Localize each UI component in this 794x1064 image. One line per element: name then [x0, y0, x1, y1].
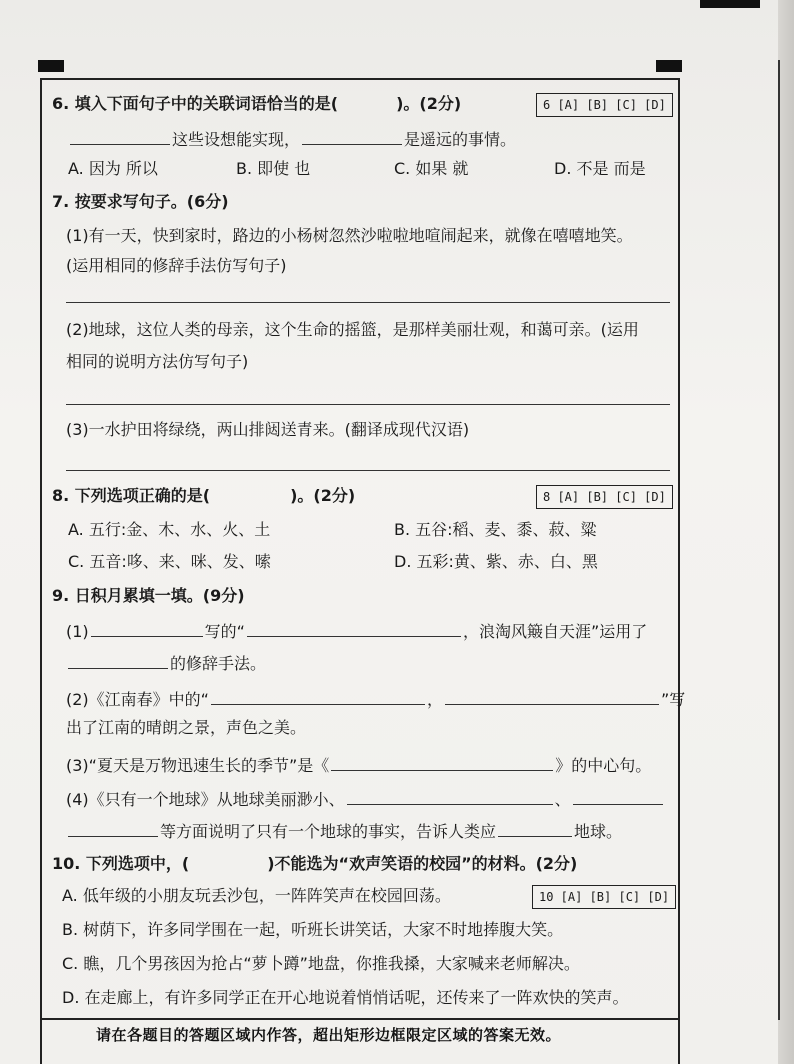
blank[interactable]: [347, 786, 553, 805]
question-8-option-b: B. 五谷:稻、麦、黍、菽、粱: [394, 520, 597, 539]
answer-line-7-2[interactable]: [66, 404, 670, 405]
question-7-2-instruction: 相同的说明方法仿写句子): [66, 352, 249, 371]
footer-notice: 请在各题目的答题区域内作答，超出矩形边框限定区域的答案无效。: [96, 1026, 562, 1044]
blank[interactable]: [302, 126, 402, 145]
blank[interactable]: [498, 818, 572, 837]
question-6-option-a: A. 因为 所以: [68, 159, 158, 178]
question-6-option-b: B. 即使 也: [236, 159, 311, 178]
adjacent-page-border: [778, 60, 780, 1020]
question-7: 7. 按要求写句子。(6分): [52, 192, 229, 211]
question-7-1: (1)有一天，快到家时，路边的小杨树忽然沙啦啦地喧闹起来，就像在嘻嘻地笑。: [66, 226, 633, 245]
blank[interactable]: [211, 686, 425, 705]
blank[interactable]: [68, 650, 168, 669]
question-9-3: (3)“夏天是万物迅速生长的季节”是《 》的中心句。: [66, 752, 651, 778]
blank[interactable]: [445, 686, 659, 705]
question-9-1: (1) 写的“ ，浪淘风簸自天涯”运用了: [66, 618, 647, 644]
question-8-option-d: D. 五彩:黄、紫、赤、白、黑: [394, 552, 598, 571]
question-9-4-cont: 等方面说明了只有一个地球的事实，告诉人类应 地球。: [66, 818, 622, 844]
adjacent-page-edge: [778, 0, 794, 1064]
question-9-2: (2)《江南春》中的“ ， ”写: [66, 686, 685, 712]
question-10-option-a: A. 低年级的小朋友玩丢沙包，一阵阵笑声在校园回荡。: [62, 886, 451, 905]
question-9-2-cont: 出了江南的晴朗之景，声色之美。: [66, 718, 307, 737]
blank[interactable]: [70, 126, 170, 145]
answer-line-7-1[interactable]: [66, 302, 670, 303]
question-8: 8. 下列选项正确的是( )。(2分): [52, 486, 356, 505]
registration-mark-top: [700, 0, 760, 8]
question-10: 10. 下列选项中，( )不能选为“欢声笑语的校园”的材料。(2分): [52, 854, 578, 873]
question-8-option-c: C. 五音:哆、来、咪、发、嗦: [68, 552, 271, 571]
question-7-1-instruction: (运用相同的修辞手法仿写句子): [66, 256, 287, 275]
answer-box-8[interactable]: 8 [A] [B] [C] [D]: [536, 485, 673, 509]
question-9-4: (4)《只有一个地球》从地球美丽渺小、 、: [66, 786, 665, 812]
question-10-option-b: B. 树荫下，许多同学围在一起，听班长讲笑话，大家不时地捧腹大笑。: [62, 920, 564, 939]
question-6-option-c: C. 如果 就: [394, 159, 469, 178]
blank[interactable]: [331, 752, 553, 771]
blank[interactable]: [247, 618, 461, 637]
question-9-1-cont: 的修辞手法。: [66, 650, 266, 676]
question-10-option-c: C. 瞧，几个男孩因为抢占“萝卜蹲”地盘，你推我搡，大家喊来老师解决。: [62, 954, 580, 973]
question-7-2: (2)地球，这位人类的母亲，这个生命的摇篮，是那样美丽壮观，和蔼可亲。(运用: [66, 320, 639, 339]
question-8-option-a: A. 五行:金、木、水、火、土: [68, 520, 271, 539]
answer-region-frame: [40, 78, 680, 1020]
question-6-sentence: 这些设想能实现， 是遥远的事情。: [68, 126, 516, 152]
question-6-option-d: D. 不是 而是: [554, 159, 646, 178]
blank[interactable]: [91, 618, 203, 637]
blank[interactable]: [68, 818, 158, 837]
question-9: 9. 日积月累填一填。(9分): [52, 586, 245, 605]
answer-box-6[interactable]: 6 [A] [B] [C] [D]: [536, 93, 673, 117]
answer-line-7-3[interactable]: [66, 470, 670, 471]
blank[interactable]: [573, 786, 663, 805]
question-10-option-d: D. 在走廊上，有许多同学正在开心地说着悄悄话呢，还传来了一阵欢快的笑声。: [62, 988, 629, 1007]
answer-box-10[interactable]: 10 [A] [B] [C] [D]: [532, 885, 676, 909]
registration-mark-left: [38, 60, 64, 72]
question-6: 6. 填入下面句子中的关联词语恰当的是( )。(2分): [52, 94, 462, 113]
registration-mark-right: [656, 60, 682, 72]
question-7-3: (3)一水护田将绿绕，两山排闼送青来。(翻译成现代汉语): [66, 420, 470, 439]
